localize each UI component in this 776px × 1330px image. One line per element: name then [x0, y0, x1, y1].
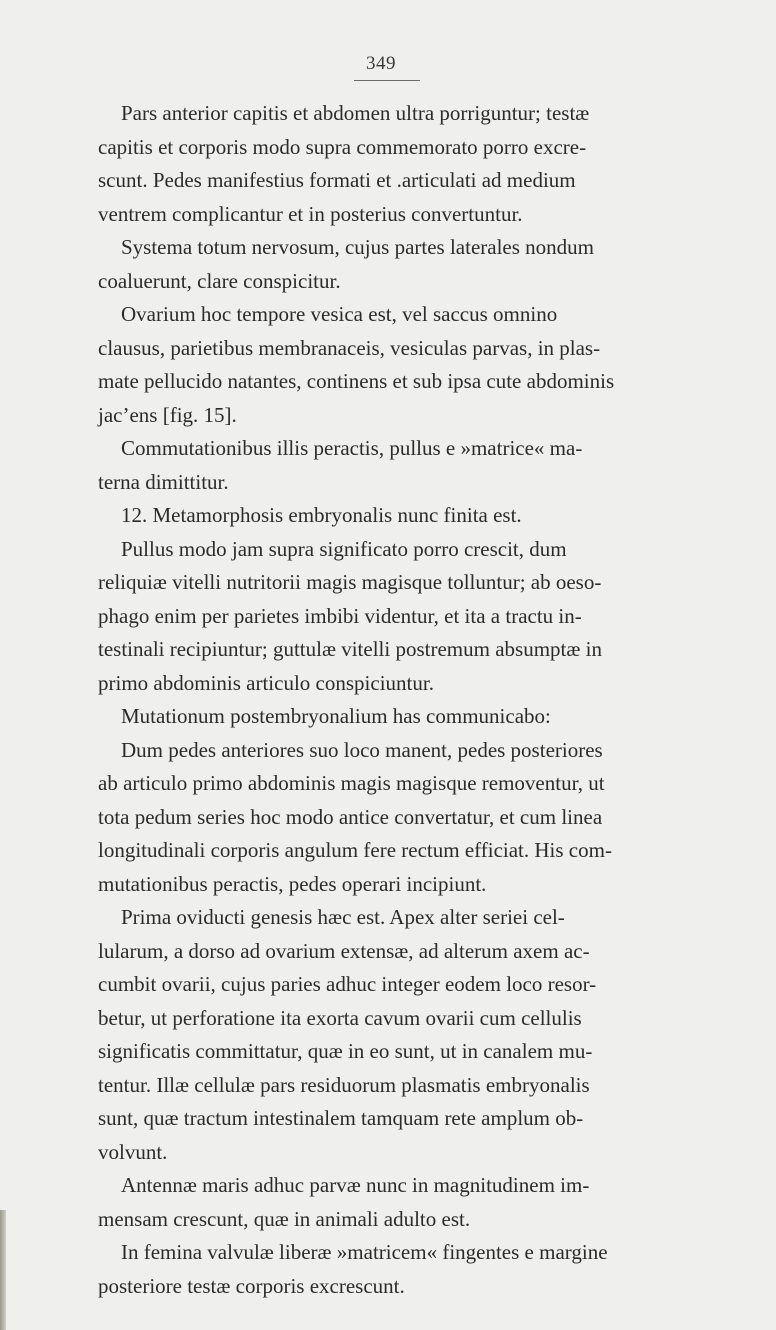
scan-edge-shadow	[0, 1210, 6, 1330]
text-line: 12. Metamorphosis embryonalis nunc finita est.	[121, 503, 522, 527]
text-line: Pullus modo jam supra significato porro crescit, dum	[121, 536, 567, 561]
text-line: Antennæ maris adhuc parvæ nunc in magnitudinem im-	[121, 1173, 590, 1197]
text-line: Commutationibus illis peractis, pullus e »matrice« ma-	[121, 436, 583, 460]
text-line: sunt, quæ tractum intestinalem tamquam rete amplum ob-	[98, 1106, 584, 1130]
paragraph	[98, 1169, 764, 1236]
text-line: volvunt.	[98, 1139, 168, 1164]
text-line: longitudinali corporis angulum fere rectum efficiat. His com-	[98, 838, 612, 862]
text-line: betur, ut perforatione ita exorta cavum ovarii cum cellulis	[98, 1005, 582, 1030]
page-number-rule	[354, 80, 420, 81]
paragraph	[98, 499, 764, 533]
paragraph	[98, 432, 764, 499]
text-line: testinali recipiuntur; guttulæ vitelli postremum absumptæ in	[98, 637, 602, 661]
text-line: terna dimittitur.	[98, 469, 229, 494]
text-line: clausus, parietibus membranaceis, vesiculas parvas, in plas-	[98, 335, 601, 360]
text-line: ventrem complicantur et in posterius convertuntur.	[98, 201, 523, 226]
text-line: tentur. Illæ cellulæ pars residuorum plasmatis embryonalis	[98, 1072, 590, 1097]
paragraph	[98, 1236, 764, 1303]
body-text	[98, 97, 764, 1303]
text-line: lularum, a dorso ad ovarium extensæ, ad alterum axem ac-	[98, 938, 590, 963]
text-line: significatis committatur, quæ in eo sunt, ut in canalem mu-	[98, 1039, 593, 1063]
text-line: In femina valvulæ liberæ »matricem« fingentes e margine	[121, 1240, 608, 1264]
text-line: Mutationum postembryonalium has communicabo:	[121, 704, 551, 728]
paragraph	[98, 97, 764, 231]
paragraph	[98, 231, 764, 298]
paragraph	[98, 298, 764, 432]
paragraph	[98, 734, 764, 902]
text-line: coaluerunt, clare conspicitur.	[98, 268, 341, 293]
text-line: Systema totum nervosum, cujus partes laterales nondum	[121, 235, 594, 259]
text-line: phago enim per parietes imbibi videntur, et ita a tractu in-	[98, 603, 582, 628]
text-line: Prima oviducti genesis hæc est. Apex alter seriei cel-	[121, 905, 565, 929]
text-line: reliquiæ vitelli nutritorii magis magisque tolluntur; ab oeso-	[98, 570, 602, 594]
text-line: mutationibus peractis, pedes operari incipiunt.	[98, 871, 487, 896]
text-line: Dum pedes anteriores suo loco manent, pedes posteriores	[121, 737, 603, 762]
text-line: scunt. Pedes manifestius formati et .articulati ad medium	[98, 168, 576, 192]
paragraph	[98, 901, 764, 1169]
text-line: capitis et corporis modo supra commemorato porro excre-	[98, 134, 587, 159]
paragraph	[98, 700, 764, 734]
text-line: ab articulo primo abdominis magis magisque removentur, ut	[98, 771, 605, 795]
text-line: cumbit ovarii, cujus paries adhuc integer eodem loco resor-	[98, 972, 597, 996]
text-line: Pars anterior capitis et abdomen ultra porriguntur; testæ	[121, 101, 590, 125]
text-line: tota pedum series hoc modo antice convertatur, et cum linea	[98, 804, 603, 829]
text-line: mensam crescunt, quæ in animali adulto est.	[98, 1206, 471, 1231]
text-line: Ovarium hoc tempore vesica est, vel saccus omnino	[121, 302, 558, 326]
text-line: primo abdominis articulo conspiciuntur.	[98, 670, 434, 695]
text-line: posteriore testæ corporis excrescunt.	[98, 1273, 405, 1298]
text-line: mate pellucido natantes, continens et sub ipsa cute abdominis	[98, 369, 615, 393]
paragraph	[98, 533, 764, 701]
text-line: jac’ens [fig. 15].	[98, 402, 237, 427]
page-number: 349	[366, 53, 396, 74]
